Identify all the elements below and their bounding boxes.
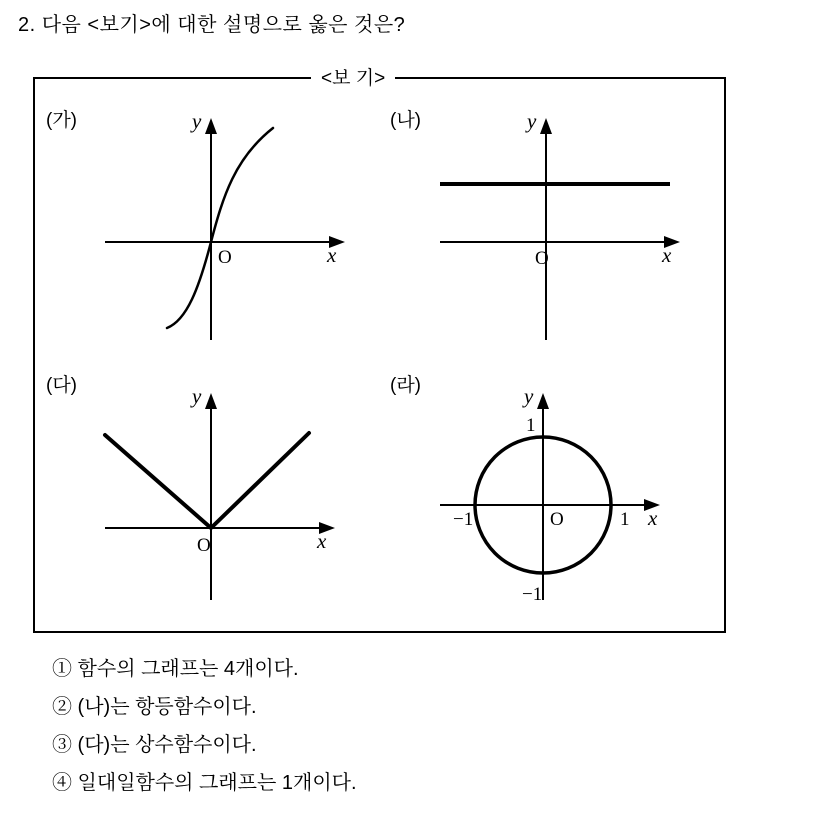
x-axis-label: x <box>327 243 337 267</box>
origin-label: O <box>197 535 211 556</box>
tick-label-x-positive-one: 1 <box>620 509 630 530</box>
choice-item-1[interactable]: ① 함수의 그래프는 4개이다. <box>52 658 299 680</box>
y-axis-label: y <box>192 385 202 408</box>
y-axis-label: y <box>524 385 534 408</box>
choice-list <box>52 650 752 802</box>
y-axis-label: y <box>192 110 202 133</box>
tick-label-y-positive-one: 1 <box>526 415 536 436</box>
tick-label-y-negative-one: −1 <box>522 584 543 605</box>
choice-item-2[interactable]: ② (나)는 항등함수이다. <box>52 696 257 718</box>
y-axis-label: y <box>527 110 537 133</box>
x-axis-label: x <box>662 243 672 267</box>
x-axis-label: x <box>317 529 327 553</box>
graph-horizontal-line <box>430 110 700 350</box>
choice-item-3[interactable]: ③ (다)는 상수함수이다. <box>52 734 257 756</box>
panel-label-da: (다) <box>46 375 78 396</box>
origin-label: O <box>218 247 232 268</box>
panel-label-ga: (가) <box>46 110 78 131</box>
graph-cubic-curve <box>95 110 365 350</box>
panel-label-na: (나) <box>390 110 422 131</box>
origin-label: O <box>535 248 549 269</box>
choice-item-4[interactable]: ④ 일대일함수의 그래프는 1개이다. <box>52 772 357 794</box>
panel-label-ra: (라) <box>390 375 422 396</box>
origin-label: O <box>550 509 564 530</box>
reference-box-title: <보 기> <box>311 63 395 90</box>
x-axis-label: x <box>648 506 658 530</box>
graph-v-shape <box>95 385 365 615</box>
tick-label-x-negative-one: −1 <box>453 509 474 530</box>
question-text: 2. 다음 <보기>에 대한 설명으로 옳은 것은? <box>18 14 406 36</box>
graph-circle <box>430 385 700 615</box>
